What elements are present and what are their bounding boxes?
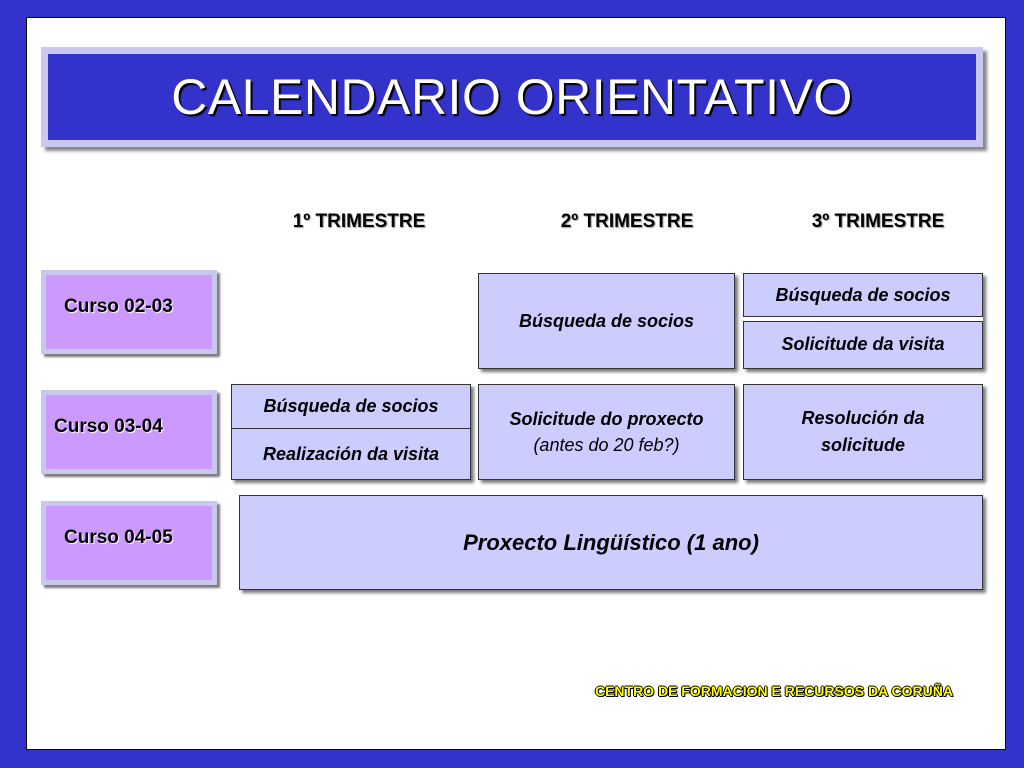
cell-text: Búsqueda de socios — [263, 396, 439, 416]
cell-text: Solicitude da visita — [781, 333, 945, 354]
cell-r2-t1-top — [232, 385, 470, 428]
slide — [26, 17, 1006, 750]
cell-r1-t3 — [743, 273, 983, 369]
course-label: Curso 02-03 — [64, 296, 173, 317]
cell-r2-t1-bottom — [232, 429, 470, 479]
course-box-04-05 — [41, 501, 217, 585]
cell-text: Resolución da — [801, 408, 925, 428]
course-label: Curso 03-04 — [54, 416, 163, 437]
title-banner — [41, 47, 983, 147]
course-box-03-04 — [41, 390, 217, 474]
cell-text: Proxecto Lingüístico (1 ano) — [463, 529, 759, 555]
cell-text: Solicitude do proxecto — [509, 408, 704, 429]
cell-text: Búsqueda de socios — [518, 310, 695, 331]
column-header-t1: 1º TRIMESTRE — [292, 211, 426, 232]
cell-r1-t3-bottom — [744, 320, 982, 368]
cell-text: Búsqueda de socios — [775, 284, 951, 305]
cell-r1-t3-top — [744, 274, 982, 316]
course-box-02-03 — [41, 270, 217, 354]
cell-r2-t2 — [478, 384, 735, 480]
cell-text: solicitude — [820, 435, 905, 455]
cell-r3-span — [239, 495, 983, 590]
column-header-t3: 3º TRIMESTRE — [811, 211, 945, 232]
course-label: Curso 04-05 — [64, 527, 173, 548]
cell-subtext: (antes do 20 feb?) — [533, 434, 680, 455]
cell-r1-t2 — [478, 273, 735, 369]
footer-credit: CENTRO DE FORMACION E RECURSOS DA CORUÑA — [594, 683, 953, 699]
column-header-t2: 2º TRIMESTRE — [560, 211, 694, 232]
cell-text: Realización da visita — [262, 443, 440, 464]
cell-r2-t3 — [743, 384, 983, 480]
page-title: CALENDARIO ORIENTATIVO — [171, 69, 853, 125]
cell-r2-t1 — [231, 384, 471, 480]
